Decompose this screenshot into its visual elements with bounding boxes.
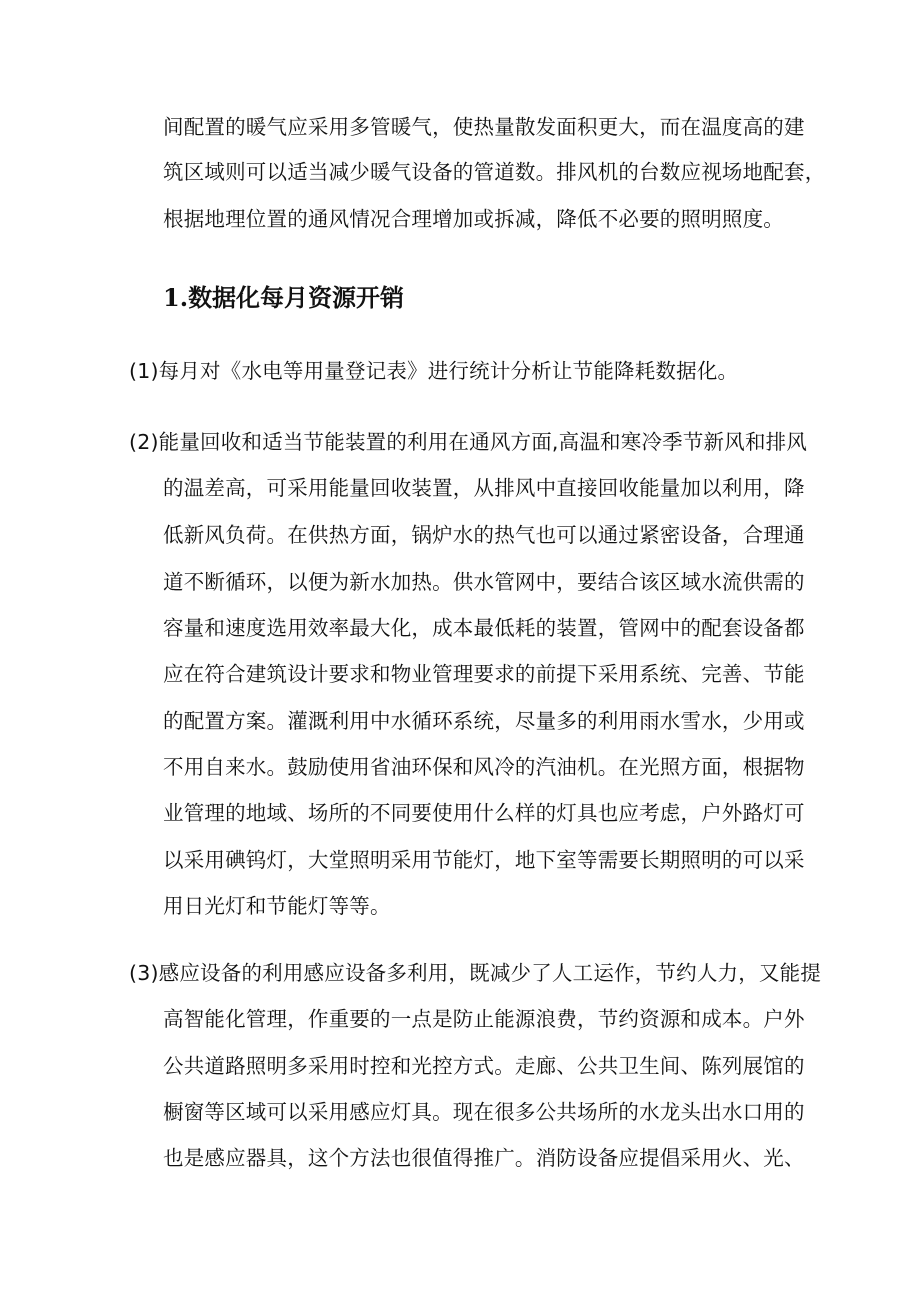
- intro-line-1: 间配置的暖气应采用多管暖气，使热量散发面积更大，而在温度高的建: [163, 115, 805, 139]
- item3-line-1: (3)感应设备的利用感应设备多利用，既减少了人工运作，节约人力，又能提: [129, 961, 822, 985]
- item2-line-2: 的温差高，可采用能量回收装置，从排风中直接回收能量加以利用，降: [163, 476, 805, 500]
- item2-line-6: 应在符合建筑设计要求和物业管理要求的前提下采用系统、完善、节能: [163, 662, 805, 686]
- item2-line-11: 用日光灯和节能灯等等。: [163, 894, 391, 918]
- item3-line-5: 也是感应器具，这个方法也很值得推广。消防设备应提倡采用火、光、: [163, 1146, 805, 1170]
- item3-line-2: 高智能化管理，作重要的一点是防止能源浪费，节约资源和成本。户外: [163, 1007, 805, 1031]
- item2-line-1: (2)能量回收和适当节能装置的利用在通风方面,高温和寒冷季节新风和排风: [129, 430, 808, 454]
- item2-line-3: 低新风负荷。在供热方面，锅炉水的热气也可以通过紧密设备，合理通: [163, 523, 805, 547]
- heading-text: 数据化每月资源开销: [188, 284, 405, 312]
- item2-line-9: 业管理的地域、场所的不同要使用什么样的灯具也应考虑，户外路灯可: [163, 801, 805, 825]
- item2-line-5: 容量和速度选用效率最大化，成本最低耗的装置，管网中的配套设备都: [163, 616, 805, 640]
- item2-line-7: 的配置方案。灌溉利用中水循环系统，尽量多的利用雨水雪水，少用或: [163, 709, 805, 733]
- item3-line-4: 橱窗等区域可以采用感应灯具。现在很多公共场所的水龙头出水口用的: [163, 1100, 805, 1124]
- section-heading: [163, 281, 404, 315]
- item2-line-10: 以采用碘钨灯，大堂照明采用节能灯，地下室等需要长期照明的可以采: [163, 848, 805, 872]
- intro-line-2: 筑区域则可以适当减少暖气设备的管道数。排风机的台数应视场地配套，: [163, 160, 826, 184]
- intro-line-3: 根据地理位置的通风情况合理增加或拆减，降低不必要的照明照度。: [163, 207, 784, 231]
- heading-number: 1.: [163, 283, 189, 312]
- item1-line-1: (1)每月对《水电等用量登记表》进行统计分析让节能降耗数据化。: [129, 359, 739, 383]
- item2-line-4: 道不断循环，以便为新水加热。供水管网中，要结合该区域水流供需的: [163, 570, 805, 594]
- item2-line-8: 不用自来水。鼓励使用省油环保和风冷的汽油机。在光照方面，根据物: [163, 755, 805, 779]
- item3-line-3: 公共道路照明多采用时控和光控方式。走廊、公共卫生间、陈列展馆的: [163, 1054, 805, 1078]
